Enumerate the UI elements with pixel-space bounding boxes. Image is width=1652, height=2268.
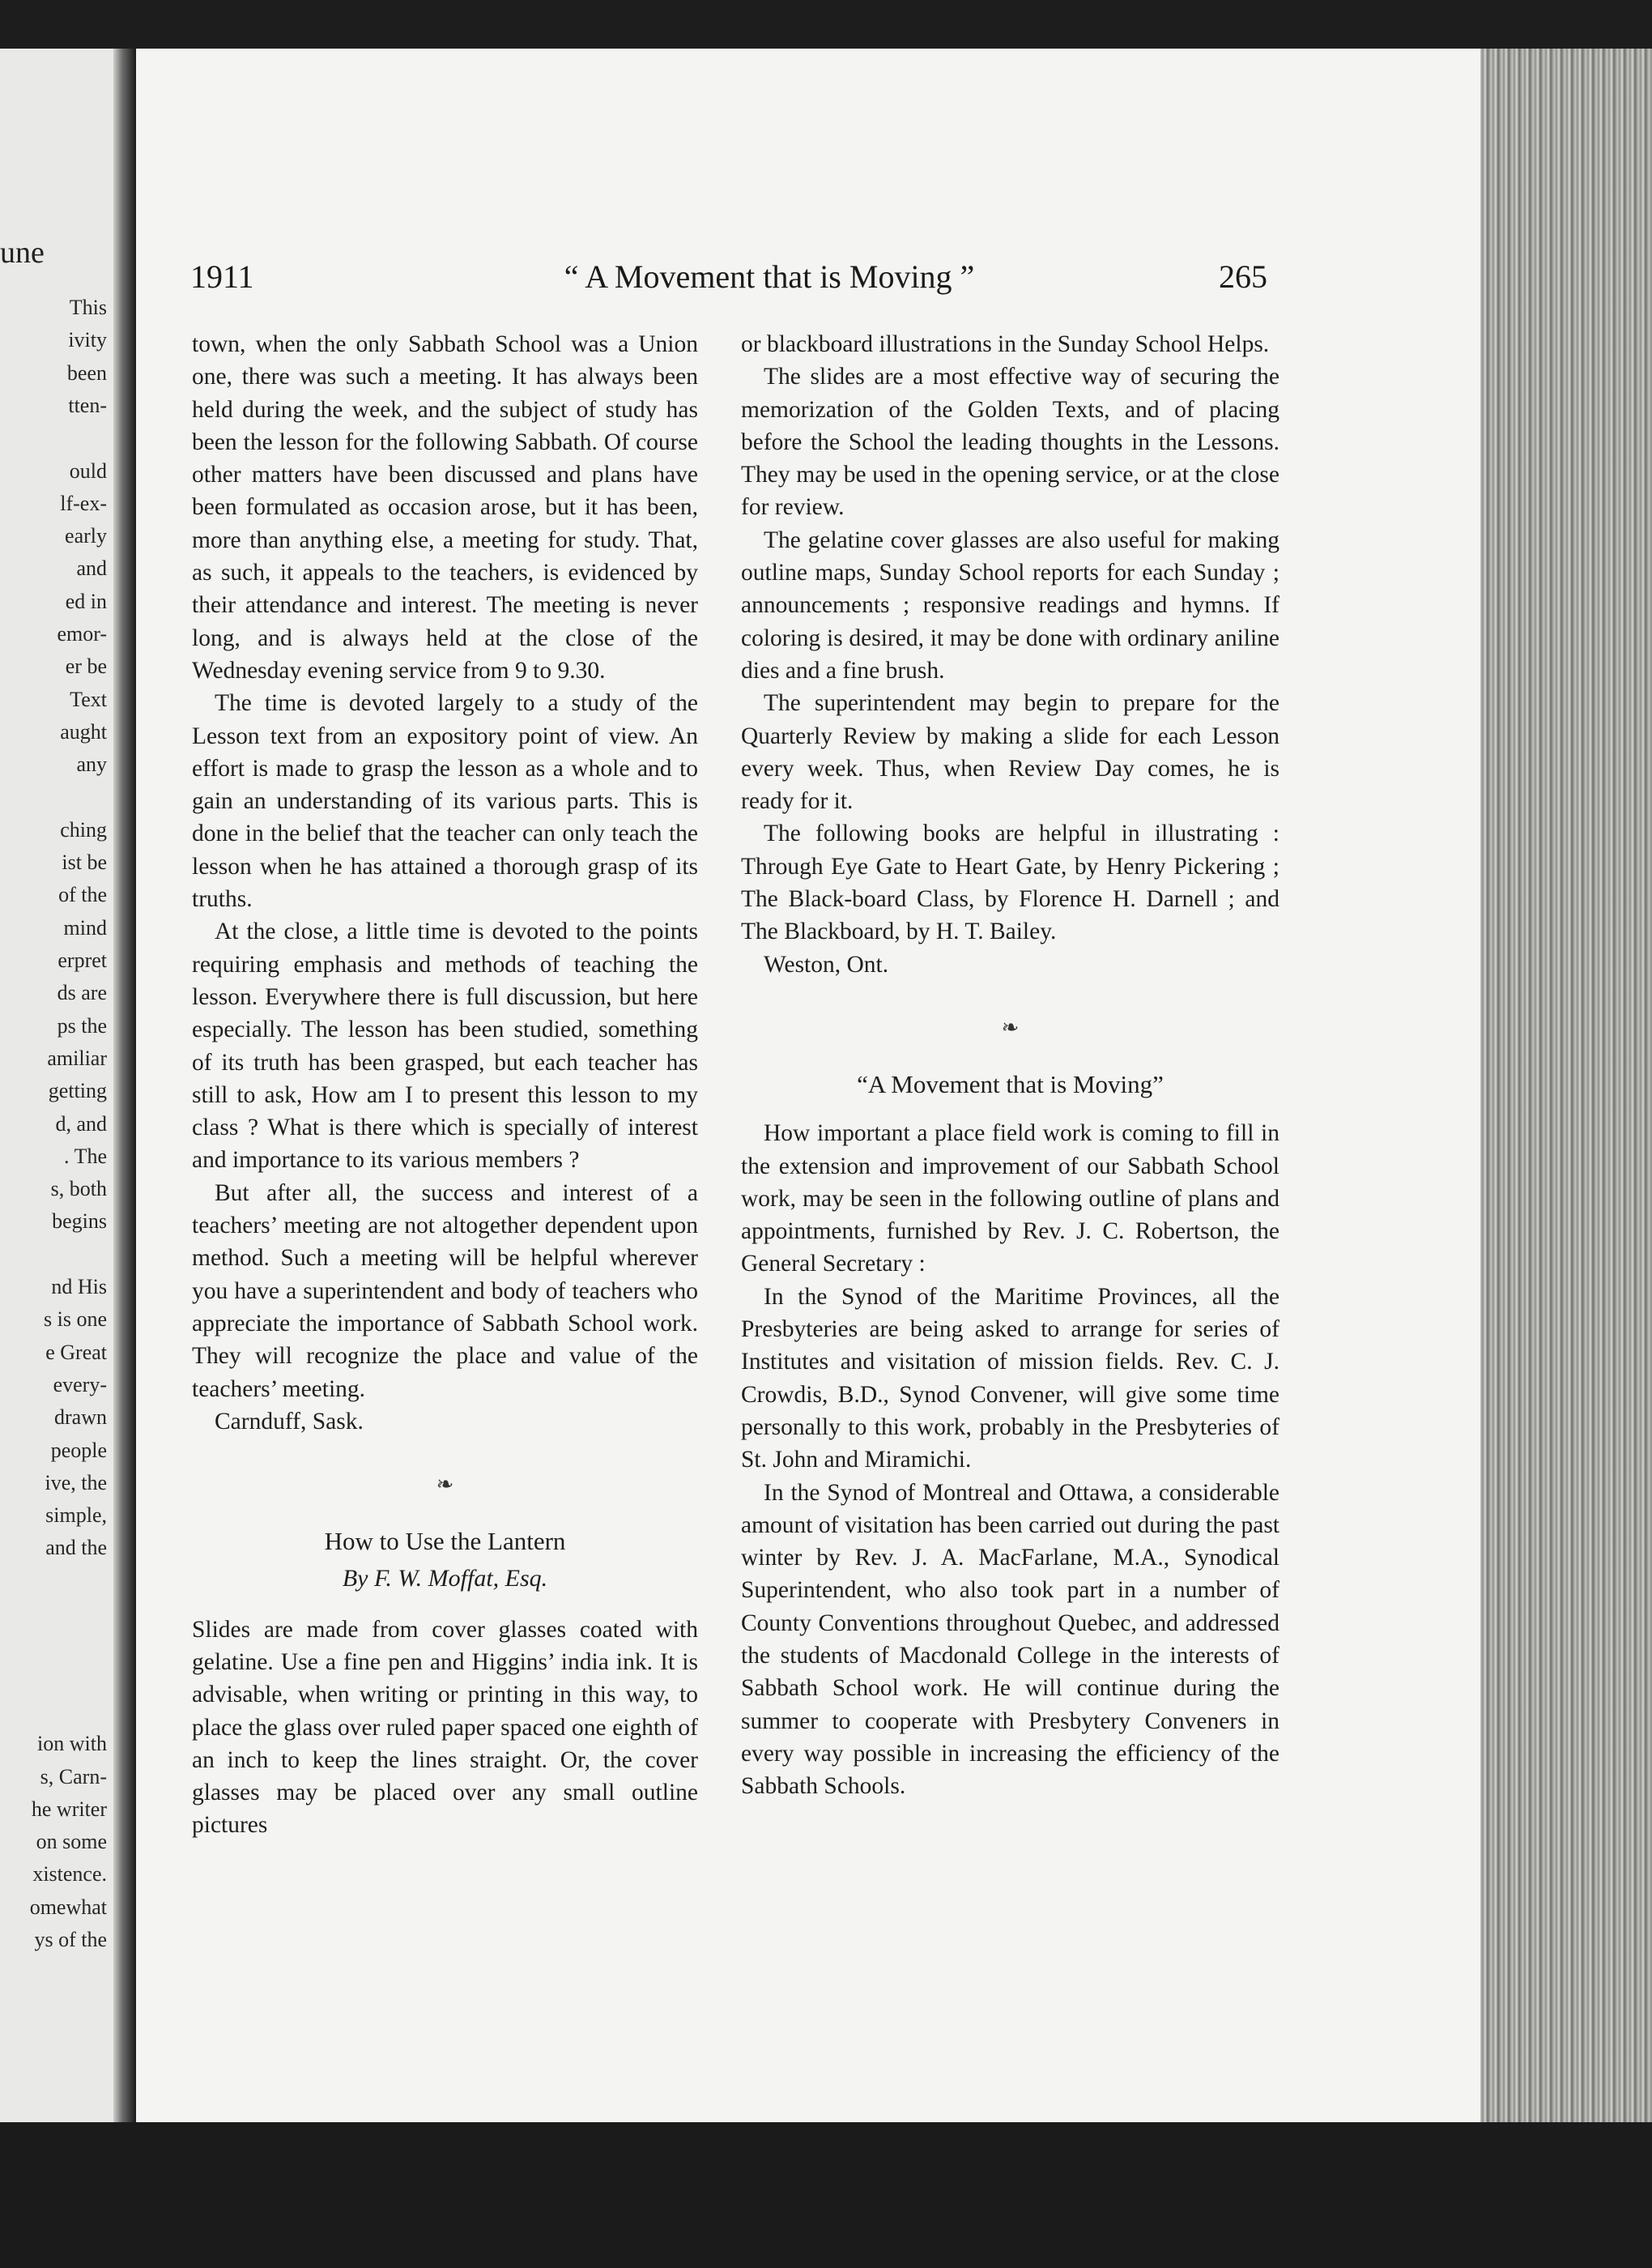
facing-page-line: aught [60,719,107,744]
facing-page-line: and the [45,1536,107,1560]
fleuron-ornament: ❧ [436,1473,454,1497]
facing-page-line: nd His [51,1275,107,1298]
running-title: “ A Movement that is Moving ” [564,258,975,295]
facing-page-line: ps the [57,1013,107,1038]
facing-page-line: ed in [65,589,107,613]
paragraph: How important a place field work is coming to fill in the extension and improvement of our Sabbath School work, may be seen in the following outline of plans and appointments, furnished by Rev. J. C. Robertson, the General Secretary : [741,1120,1279,1277]
facing-page-line: xistence. [32,1862,107,1886]
facing-page-line: been [66,360,107,385]
facing-page-line: ould [69,458,107,483]
facing-page-line: and [76,556,107,581]
facing-page-line: on some [36,1830,107,1854]
facing-page-line: he writer [31,1797,107,1821]
facing-page-line: early [65,524,107,548]
facing-page-line: omewhat [29,1895,107,1919]
facing-page-line: e Great [45,1340,107,1364]
facing-page-line: ching [60,817,107,842]
paragraph: At the close, a little time is devoted to the points requiring emphasis and methods of teaching the lesson. Everywhere there is full discussion, but here especially. The lesson has been studied, something of its truth has been grasped, but each teacher has still to ask, How am I to present this lesson to my class ? What is there which is specially of interest and importance to its various members ? [192,919,698,1174]
paragraph: The slides are a most effective way of securing the memorization of the Golden Texts, and of placing before the School the leading thoughts in the Lessons. They may be used in the opening service, or at the close for review. [741,364,1279,521]
paragraph: In the Synod of Montreal and Ottawa, a considerable amount of visitation has been carried out during the past winter by Rev. J. A. MacFarlane, M.A., Synodical Superintendent, who also took part in a number of County Conventions throughout Quebec, and addressed the students of Macdonald College in the interests of Sabbath School work. He will continue during the summer to cooperate with Presbytery Conveners in every way possible in increasing the efficiency of the Sabbath Schools. [741,1479,1279,1800]
facing-page-line: . The [64,1144,107,1168]
facing-page-line: ion with [37,1732,107,1756]
article-title: “A Movement that is Moving” [857,1069,1164,1098]
facing-page-line: ds are [57,981,107,1005]
paragraph: The following books are helpful in illustrating : Through Eye Gate to Heart Gate, by Henry Pickering ; The Black-board Class, by Florence H. Darnell ; and The Blackboard, by H. T. Bailey. [741,821,1279,945]
fleuron-ornament: ❧ [1001,1015,1020,1039]
facing-page-line: s is one [44,1307,107,1332]
facing-page-line: getting [48,1079,107,1103]
scan-background-bottom [0,2122,1652,2268]
facing-page-line: s, both [50,1177,107,1201]
paragraph: The gelatine cover glasses are also useful for making outline maps, Sunday School reports for each Sunday ; announcements ; responsive readings and hymns. If coloring is desired, it may be done with ordinary aniline dies and a fine brush. [741,526,1279,684]
facing-page-line: every- [53,1372,107,1396]
facing-page-line: lf-ex- [60,491,107,515]
facing-page-line: simple, [45,1503,107,1528]
paragraph: In the Synod of the Maritime Provinces, all the Presbyteries are being asked to arrange for series of Institutes and visitation of mission fields. Rev. C. J. Crowdis, B.D., Synod Convener, will give some time personally to this work, probably in the Presbyteries of St. John and Miramichi. [741,1283,1279,1473]
facing-page-line: ys of the [34,1928,107,1951]
page-number: 265 [1219,258,1267,295]
facing-page-line: ive, the [45,1470,107,1494]
article-title: How to Use the Lantern [324,1527,566,1556]
facing-page-line: Text [70,687,107,711]
paragraph: town, when the only Sabbath School was a Union one, there was such a meeting. It has always been held during the week, and the subject of study has been the lesson for the following Sabbath. Of course other matters have been discussed and plans have been formulated as occasion arose, but it has been, more than anything else, a meeting for study. That, as such, it appeals to the teachers, is evidenced by their attendance and interest. The meeting is never long, and is always held at the close of the Wednesday evening service from 9 to 9.30. [192,331,698,684]
page-stack-edges [1480,49,1652,2122]
article-byline: By F. W. Moffat, Esq. [342,1565,548,1592]
header-year: 1911 [190,258,254,295]
paragraph: or blackboard illustrations in the Sunday School Helps. [741,331,1270,357]
paragraph: The time is devoted largely to a study of the Lesson text from an expository point of view. An effort is made to grasp the lesson as a whole and to gain an understanding of its various parts. This is done in the belief that the teacher can only teach the lesson when he has attained a thorough grasp of its truths. [192,690,698,913]
facing-page-line: ist be [62,850,107,875]
paragraph: The superintendent may begin to prepare for the Quarterly Review by making a slide for each Lesson every week. Thus, when Review Day comes, he is ready for it. [741,690,1279,815]
facing-page-line: begins [52,1209,107,1234]
facing-page-line: amiliar [47,1046,107,1070]
book-gutter [113,49,136,2122]
facing-page-line: of the [58,883,107,907]
signature: Weston, Ont. [764,951,889,978]
facing-page-line: s, Carn- [40,1764,107,1788]
paragraph: Slides are made from cover glasses coated with gelatine. Use a fine pen and Higgins’ india ink. It is advisable, when writing or printing in this way, to place the glass over ruled paper spaced one eighth of an inch to keep the lines straight. Or, the cover glasses may be placed over any small outline pictures [192,1616,698,1839]
facing-page-fragment [0,49,113,2122]
facing-page-line: erpret [57,949,107,972]
facing-page-line: any [76,752,107,777]
facing-page-line: d, and [55,1111,107,1136]
facing-page-line: er be [65,654,107,679]
right-column [741,328,1279,1802]
facing-page-line: people [50,1438,107,1462]
left-column [192,328,698,1842]
facing-page-line: This [69,296,107,319]
facing-page-line: drawn [54,1405,107,1430]
facing-page-line: ivity [68,328,107,352]
signature: Carnduff, Sask. [215,1408,364,1435]
facing-page-line: tten- [68,393,107,417]
facing-page-line: mind [63,915,107,940]
facing-page-heading: une [0,236,45,270]
paragraph: But after all, the success and interest of a teachers’ meeting are not altogether dependent upon method. Such a meeting will be helpful wherever you have a superintendent and body of teachers who appreciate the importance of Sabbath School work. They will recognize the place and value of the teachers’ meeting. [192,1179,698,1402]
facing-page-line: emor- [57,622,107,646]
